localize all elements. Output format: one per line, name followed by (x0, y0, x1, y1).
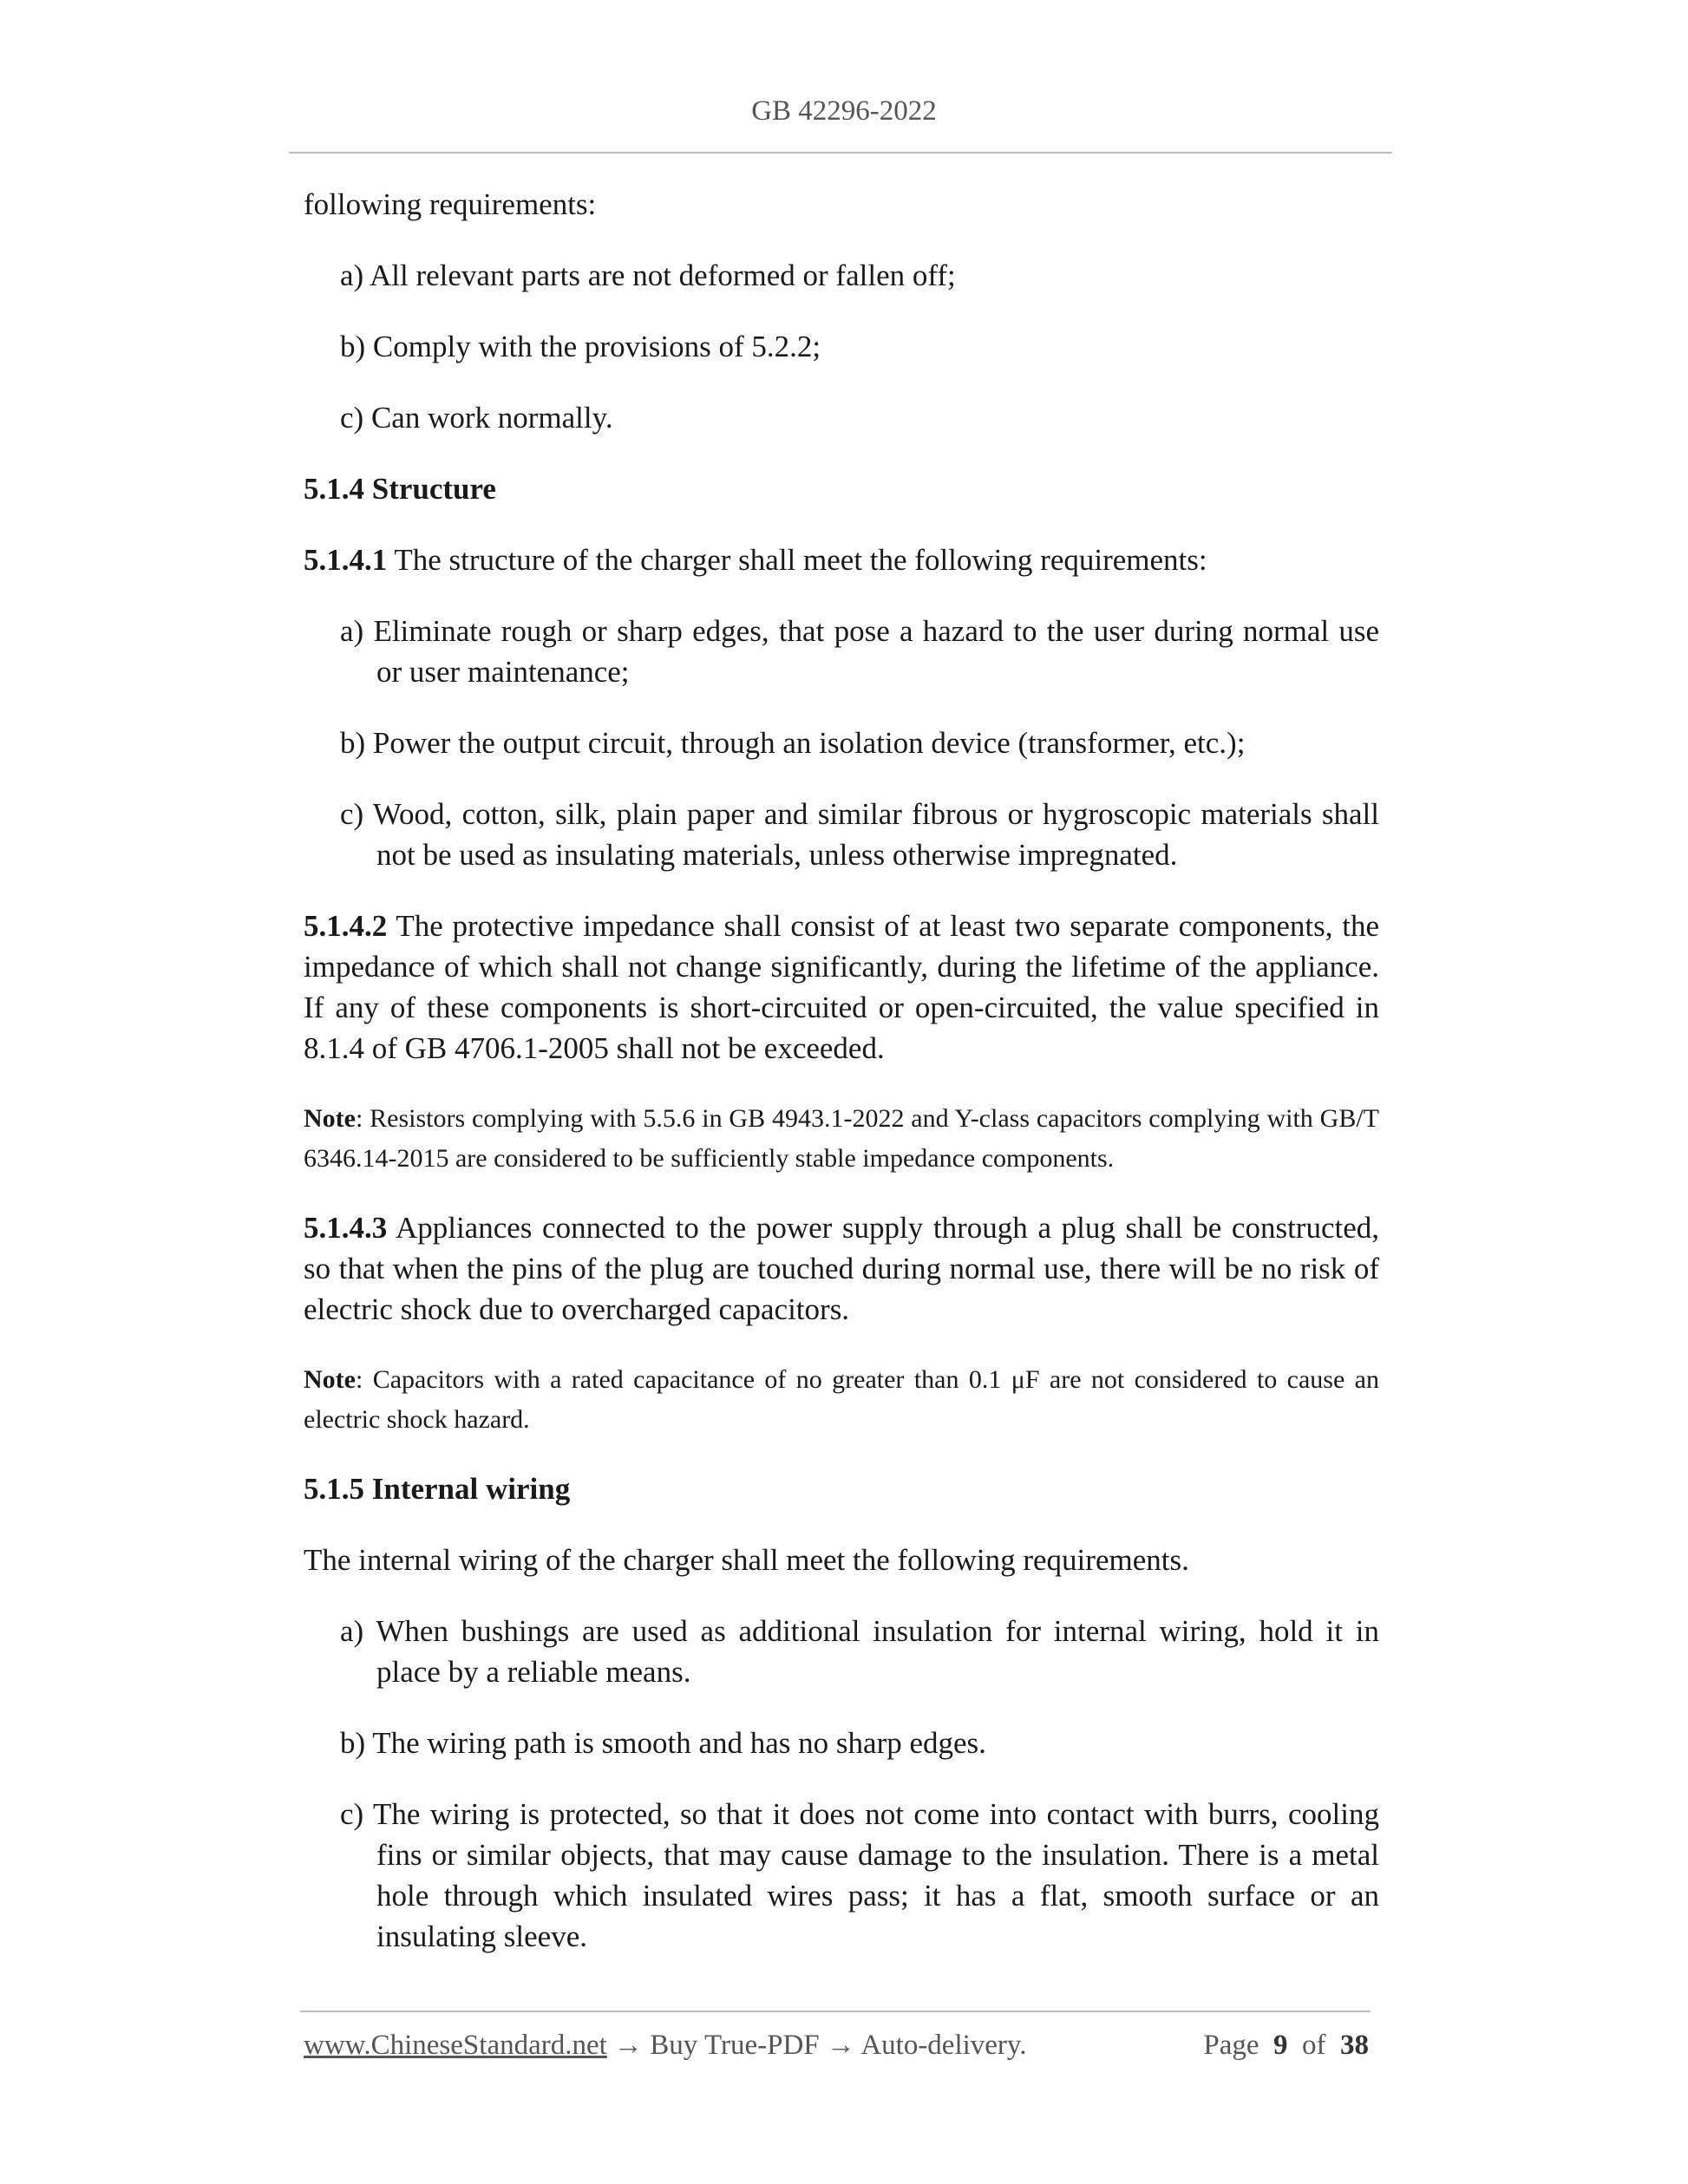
clause-number: 5.1.4.1 (304, 543, 388, 577)
buy-text: Buy True-PDF (650, 2030, 820, 2061)
note-label: Note (304, 1104, 356, 1133)
clause-5-1-4-2 (304, 906, 1379, 1069)
note-capacitors (304, 1360, 1379, 1440)
page-content (304, 184, 1379, 1987)
note-text: : Capacitors with a rated capacitance of no greater than 0.1 μF are not considered to cause an electric shock hazard. (304, 1365, 1379, 1434)
current-page: 9 (1273, 2030, 1288, 2061)
clause-number: 5.1.4.3 (304, 1211, 388, 1245)
continuation-paragraph: following requirements: (304, 187, 597, 221)
list-item: b) The wiring path is smooth and has no sharp edges. (340, 1726, 986, 1760)
internal-wiring-intro: The internal wiring of the charger shall meet the following requirements. (304, 1543, 1189, 1577)
note-label: Note (304, 1365, 356, 1394)
total-pages: 38 (1340, 2030, 1369, 2061)
note-impedance (304, 1099, 1379, 1179)
clause-text: Appliances connected to the power supply through a plug shall be constructed, so that when the pins of the plug are touched during normal use, there will be no risk of electric shock due to overcharged capacitors. (304, 1211, 1379, 1326)
clause-5-1-4-3 (304, 1207, 1379, 1330)
header-divider (289, 152, 1392, 154)
footer-left (304, 2030, 1027, 2062)
section-heading-5-1-5: 5.1.5 Internal wiring (304, 1472, 571, 1506)
clause-5-1-4-1 (304, 539, 1379, 580)
list-item: b) Power the output circuit, through an isolation device (transformer, etc.); (340, 726, 1246, 760)
page-footer (304, 2030, 1369, 2062)
section-heading-5-1-4: 5.1.4 Structure (304, 472, 496, 506)
clause-text: The structure of the charger shall meet the following requirements: (387, 543, 1207, 577)
list-item: c) Wood, cotton, silk, plain paper and similar fibrous or hygroscopic materials shall not be used as insulating materials, unless otherwise impregnated. (340, 797, 1379, 872)
delivery-text: Auto-delivery. (860, 2030, 1027, 2061)
website-link[interactable]: www.ChineseStandard.net (304, 2030, 607, 2061)
clause-number: 5.1.4.2 (304, 909, 388, 943)
list-item: a) Eliminate rough or sharp edges, that pose a hazard to the user during normal use or user maintenance; (340, 614, 1379, 689)
clause-text: The protective impedance shall consist of at least two separate components, the impedance of which shall not change significantly, during the lifetime of the appliance. If any of these components is short-circuited or open-circuited, the value specified in 8.1.4 of GB 4706.1-2005 shall not be exceeded. (304, 909, 1379, 1065)
arrow-icon: → (606, 2030, 651, 2061)
list-item: a) When bushings are used as additional insulation for internal wiring, hold it in place by a reliable means. (340, 1614, 1379, 1689)
page-number (1203, 2030, 1369, 2062)
footer-divider (300, 2011, 1371, 2012)
list-item: c) Can work normally. (340, 401, 613, 435)
page-word: Page (1203, 2030, 1259, 2061)
list-item: a) All relevant parts are not deformed or fallen off; (340, 258, 956, 292)
list-item: c) The wiring is protected, so that it does not come into contact with burrs, cooling fins or similar objects, that may cause damage to the insulation. There is a metal hole through which insulated wires pass; it has a flat, smooth surface or an insulating sleeve. (340, 1797, 1379, 1953)
of-word: of (1302, 2030, 1326, 2061)
list-item: b) Comply with the provisions of 5.2.2; (340, 330, 821, 363)
note-text: : Resistors complying with 5.5.6 in GB 4943.1-2022 and Y-class capacitors complying with GB/T 6346.14-2015 are considered to be sufficiently stable impedance components. (304, 1104, 1379, 1173)
document-id-header: GB 42296-2022 (751, 95, 937, 127)
arrow-icon: → (819, 2030, 861, 2061)
